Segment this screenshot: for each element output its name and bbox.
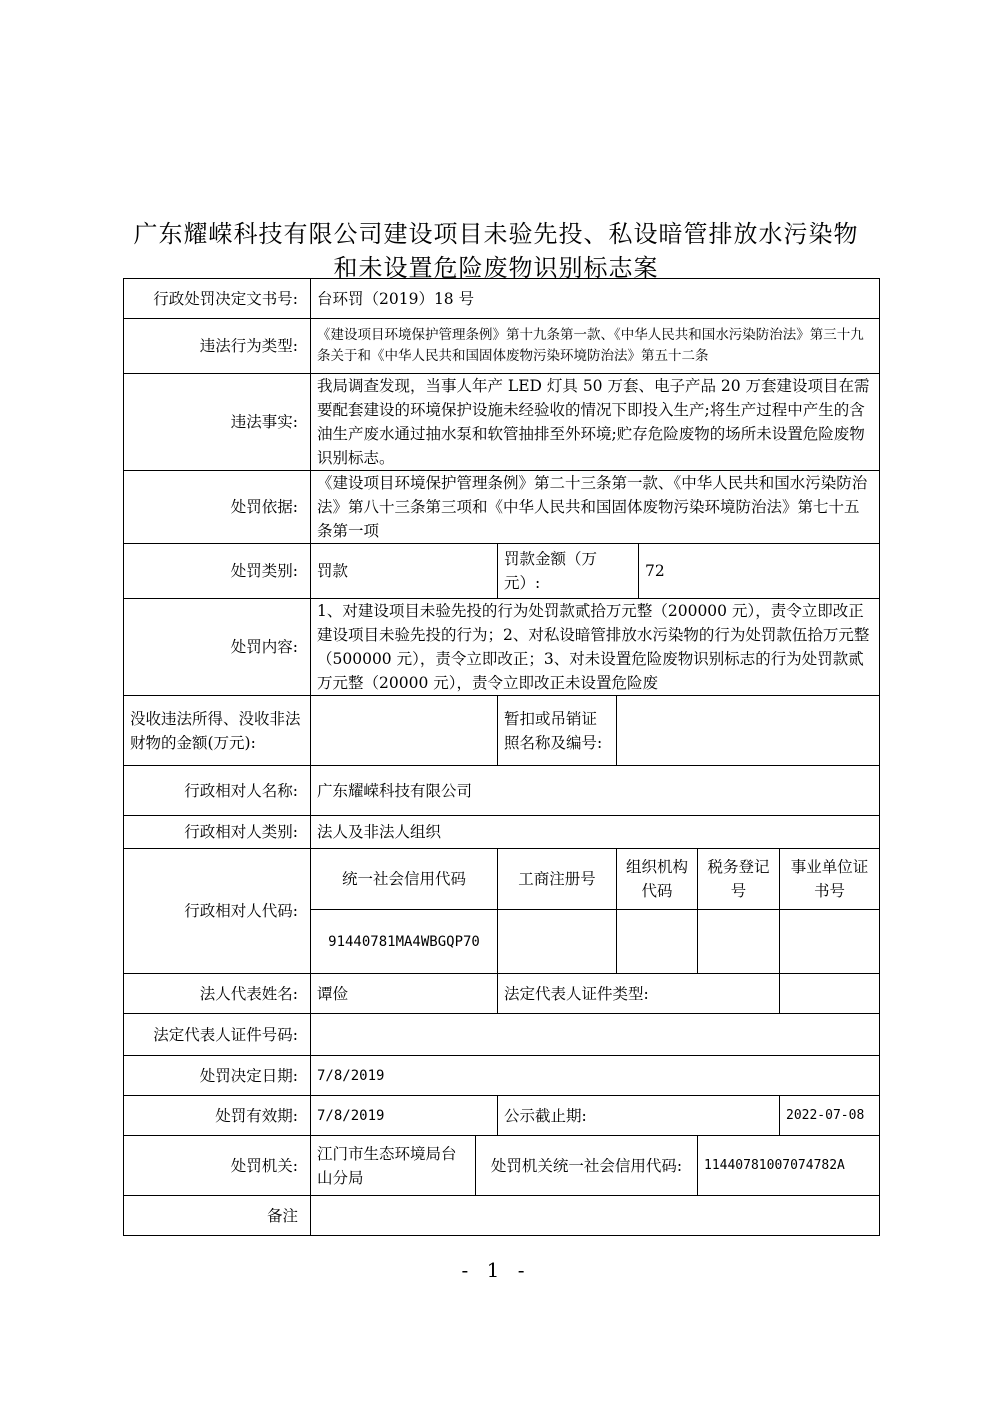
legal-rep-id-value: [311, 1014, 880, 1056]
code-value-institution: [780, 910, 880, 974]
party-type-label: 行政相对人类别:: [124, 816, 311, 849]
facts-value: 我局调查发现，当事人年产 LED 灯具 50 万套、电子产品 20 万套建设项目在需要配套建设的环境保护设施未经验收的情况下即投入生产;将生产过程中产生的含油生产废水通过抽水泵和软管抽排至外环境;贮存危险废物的场所未设置危险废物识别标志。: [311, 374, 880, 471]
license-value: [617, 696, 880, 766]
row-legal-rep: [124, 974, 880, 1014]
basis-value: 《建设项目环境保护管理条例》第二十三条第一款、《中华人民共和国水污染防治法》第八十三条第三项和《中华人民共和国固体废物污染环境防治法》第七十五条第一项: [311, 471, 880, 544]
license-label: 暂扣或吊销证照名称及编号:: [498, 696, 617, 766]
code-header-credit: 统一社会信用代码: [311, 849, 498, 910]
row-legal-rep-id: [124, 1014, 880, 1056]
row-party-code-headers: [124, 849, 880, 910]
row-authority: [124, 1136, 880, 1196]
remark-label: 备注: [124, 1196, 311, 1236]
fine-amount-value: 72: [639, 544, 880, 599]
legal-rep-id-type-label: 法定代表人证件类型:: [498, 974, 780, 1014]
code-value-business-reg: [498, 910, 617, 974]
content-value: 1、对建设项目未验先投的行为处罚款贰拾万元整（200000 元），责令立即改正建设项目未验先投的行为；2、对私设暗管排放水污染物的行为处罚款伍拾万元整（500000 元），责令立即改正；3、对未设置危险废物识别标志的行为处罚款贰万元整（20000 元），责令立即改正未设置危险废: [317, 602, 870, 692]
row-basis: [124, 471, 880, 544]
page-number: - 1 -: [461, 1258, 531, 1282]
row-party-type: [124, 816, 880, 849]
row-category: [124, 544, 880, 599]
decision-date-label: 处罚决定日期:: [124, 1056, 311, 1096]
row-remark: [124, 1196, 880, 1236]
valid-date-value: 7/8/2019: [311, 1096, 498, 1136]
decision-no-value: 台环罚（2019）18 号: [311, 279, 880, 319]
penalty-info-table: [123, 278, 880, 1236]
remark-value: [311, 1196, 880, 1236]
code-header-institution: 事业单位证书号: [780, 849, 880, 910]
row-decision-date: [124, 1056, 880, 1096]
document-title-line2: 和未设置危险废物识别标志案: [333, 254, 659, 282]
confiscation-label: 没收违法所得、没收非法财物的金额(万元):: [124, 696, 311, 766]
category-label: 处罚类别:: [124, 544, 311, 599]
row-party-name: [124, 766, 880, 816]
party-name-value: 广东耀嵘科技有限公司: [311, 766, 880, 816]
row-decision-no: [124, 279, 880, 319]
document-title-line1: 广东耀嵘科技有限公司建设项目未验先投、私设暗管排放水污染物: [133, 220, 859, 248]
public-end-value: 2022-07-08: [780, 1096, 880, 1136]
party-type-value: 法人及非法人组织: [311, 816, 880, 849]
violation-type-value: 《建设项目环境保护管理条例》第十九条第一款、《中华人民共和国水污染防治法》第三十九条关于和《中华人民共和国固体废物污染环境防治法》第五十二条: [311, 319, 880, 374]
fine-amount-label: 罚款金额（万元）:: [498, 544, 639, 599]
confiscation-value: [311, 696, 498, 766]
authority-code-value: 11440781007074782A: [698, 1136, 880, 1196]
code-header-tax: 税务登记号: [698, 849, 780, 910]
legal-rep-value: 谭俭: [311, 974, 498, 1014]
authority-code-label: 处罚机关统一社会信用代码:: [476, 1136, 698, 1196]
category-value: 罚款: [311, 544, 498, 599]
row-confiscation: [124, 696, 880, 766]
content-label: 处罚内容:: [124, 599, 311, 696]
legal-rep-id-type-value: [780, 974, 880, 1014]
row-facts: [124, 374, 880, 471]
code-value-credit: 91440781MA4WBGQP70: [311, 910, 498, 974]
decision-no-label: 行政处罚决定文书号:: [124, 279, 311, 319]
valid-date-label: 处罚有效期:: [124, 1096, 311, 1136]
code-value-org: [617, 910, 698, 974]
legal-rep-label: 法人代表姓名:: [124, 974, 311, 1014]
row-valid-date: [124, 1096, 880, 1136]
decision-date-value: 7/8/2019: [311, 1056, 880, 1096]
code-header-business-reg: 工商注册号: [498, 849, 617, 910]
facts-label: 违法事实:: [124, 374, 311, 471]
party-name-label: 行政相对人名称:: [124, 766, 311, 816]
basis-label: 处罚依据:: [124, 471, 311, 544]
code-header-org: 组织机构代码: [617, 849, 698, 910]
violation-type-label: 违法行为类型:: [124, 319, 311, 374]
party-code-label: 行政相对人代码:: [124, 849, 311, 974]
authority-value: 江门市生态环境局台山分局: [311, 1136, 476, 1196]
public-end-label: 公示截止期:: [498, 1096, 780, 1136]
code-value-tax: [698, 910, 780, 974]
row-violation-type: [124, 319, 880, 374]
authority-label: 处罚机关:: [124, 1136, 311, 1196]
row-content: [124, 599, 880, 696]
legal-rep-id-label: 法定代表人证件号码:: [124, 1014, 311, 1056]
